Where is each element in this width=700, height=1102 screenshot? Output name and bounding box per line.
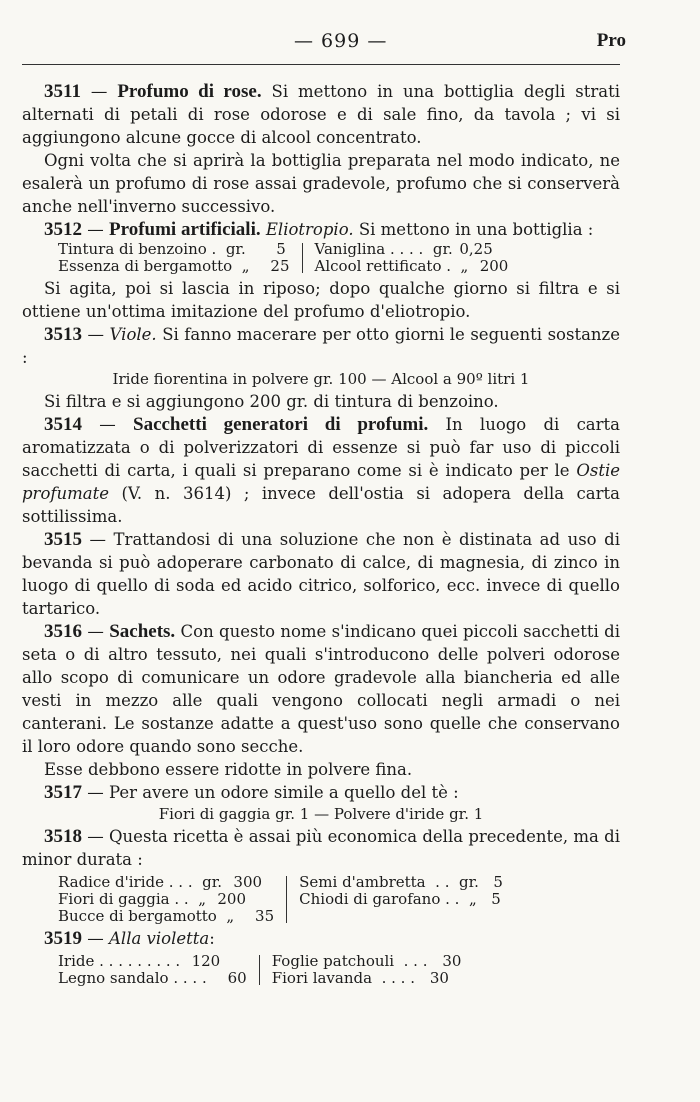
ingredient-qty: 120 xyxy=(191,952,221,970)
dash: — xyxy=(82,415,133,434)
ingredient-row xyxy=(299,891,503,908)
ingredient-name: Chiodi di garofano . . „ xyxy=(299,890,477,908)
recipe-text: Si mettono in una bottiglia : xyxy=(353,220,594,239)
ingredient-name: Essenza di bergamotto „ xyxy=(58,257,250,275)
ingredients-left xyxy=(58,874,274,925)
ingredient-name: Fiori lavanda . . . . xyxy=(271,969,415,987)
ingredient-name: Tintura di benzoino . gr. xyxy=(58,240,246,258)
dash: — xyxy=(82,622,110,641)
ingredient-qty: 5 xyxy=(276,240,286,258)
recipe-number: 3511 xyxy=(44,81,81,102)
recipe-3516 xyxy=(22,620,620,758)
ingredients-table-3512 xyxy=(58,241,620,275)
ingredient-row xyxy=(272,970,462,987)
ingredient-qty: 200 xyxy=(217,890,247,908)
ingredient-row xyxy=(58,874,274,891)
ingredient-qty: 200 xyxy=(479,257,509,275)
recipe-text: Si mettono in una bottiglia degli strati alternati di petali di rose odorose e di sale fino, da tavola ; vi si aggiungono alcune gocce di alcool concentrato. xyxy=(22,82,620,147)
ingredient-name: Legno sandalo . . . . xyxy=(58,969,207,987)
recipe-title: Alla violetta xyxy=(109,929,210,948)
recipe-3519 xyxy=(22,927,620,950)
recipe-text: Questa ricetta è assai più economica della precedente, ma di minor durata : xyxy=(22,827,620,869)
ingredient-row xyxy=(58,953,247,970)
ingredient-row xyxy=(58,891,274,908)
ingredient-qty: 5 xyxy=(493,873,503,891)
ingredients-left xyxy=(58,953,247,987)
ingredient-qty: 60 xyxy=(227,969,247,987)
ingredient-qty: 5 xyxy=(491,890,501,908)
recipe-3516-paragraph: Esse debbono essere ridotte in polvere fina. xyxy=(44,760,413,779)
recipe-number: 3513 xyxy=(44,324,82,345)
recipe-title: Sachets. xyxy=(109,621,176,642)
ingredients-right xyxy=(315,241,509,275)
recipe-title: Profumo di rose. xyxy=(117,81,262,102)
ingredients-line-3513: Iride fiorentina in polvere gr. 100 — Alcool a 90º litri 1 xyxy=(112,370,530,388)
ingredients-right xyxy=(272,953,462,987)
ingredient-row xyxy=(272,953,462,970)
recipe-3513-paragraph: Si filtra e si aggiungono 200 gr. di tintura di benzoino. xyxy=(44,392,499,411)
ingredient-name: Foglie patchouli . . . xyxy=(271,952,428,970)
recipe-title: Viole. xyxy=(109,325,157,344)
recipe-text: In luogo di carta aromatizzata o di polverizzatori di essenze si può far uso di piccoli sacchetti di carta, i quali si preparano come si è indicato per le xyxy=(22,415,621,480)
page-number: — 699 — xyxy=(294,30,388,52)
recipe-3517 xyxy=(22,781,620,804)
recipe-title: Sacchetti generatori di profumi. xyxy=(133,414,429,435)
recipe-subtitle: Eliotropio. xyxy=(260,220,354,239)
recipe-3512 xyxy=(22,218,620,241)
recipe-text: Trattandosi di una soluzione che non è distinata ad uso di bevanda si può adoperare carbonato di calce, di magnesia, di zinco in luogo di quello di soda ed acido citrico, solforico, ecc. invece di quello tartarico. xyxy=(22,530,620,618)
ingredient-row xyxy=(58,258,290,275)
ingredient-row xyxy=(299,874,503,891)
ingredient-qty: 30 xyxy=(442,952,462,970)
recipe-3512-paragraph: Si agita, poi si lascia in riposo; dopo qualche giorno si filtra e si ottiene un'ottima imitazione del profumo d'eliotropio. xyxy=(22,279,620,321)
column-separator xyxy=(286,876,287,923)
ingredient-qty: 25 xyxy=(270,257,290,275)
ingredients-line-3517: Fiori di gaggia gr. 1 — Polvere d'iride gr. 1 xyxy=(158,805,484,823)
recipe-title: Profumi artificiali. xyxy=(109,219,261,240)
recipe-text-cont: (V. n. 3614) ; invece dell'ostia si adopera della carta sottilissima. xyxy=(22,484,620,526)
ingredients-left xyxy=(58,241,290,275)
column-separator xyxy=(259,955,260,985)
ingredient-qty: 0,25 xyxy=(459,240,493,258)
ingredient-name: Vaniglina . . . . gr. xyxy=(314,240,453,258)
ingredient-row xyxy=(58,970,247,987)
ingredients-table-3519 xyxy=(58,953,620,987)
dash: — xyxy=(82,325,110,344)
dash: — xyxy=(80,82,118,101)
running-head: Pro xyxy=(596,30,626,51)
dash: — xyxy=(82,827,110,846)
ingredient-row xyxy=(58,908,274,925)
ingredient-row xyxy=(315,258,509,275)
recipe-number: 3512 xyxy=(44,219,82,240)
ingredient-name: Semi d'ambretta . . gr. xyxy=(299,873,479,891)
dash: — xyxy=(82,929,109,948)
recipe-3513 xyxy=(22,323,620,369)
recipe-text: Per avere un odore simile a quello del tè : xyxy=(109,783,459,802)
recipe-text: Si fanno macerare per otto giorni le seguenti sostanze : xyxy=(22,325,620,367)
ingredient-qty: 300 xyxy=(233,873,263,891)
ingredient-row xyxy=(315,241,509,258)
recipe-colon: : xyxy=(209,929,215,948)
recipe-3515 xyxy=(22,528,620,620)
recipe-3518 xyxy=(22,825,620,871)
dash: — xyxy=(82,530,114,549)
header-rule xyxy=(22,64,620,65)
recipe-number: 3516 xyxy=(44,621,82,642)
recipe-number: 3515 xyxy=(44,529,82,550)
ingredient-qty: 30 xyxy=(429,969,449,987)
recipe-text: Con questo nome s'indicano quei piccoli sacchetti di seta o di altro tessuto, nei quali s'introducono delle polveri odorose allo scopo di comunicare un odore gradevole alla biancheria ed alle vesti in mezzo alle quali vengono collocati negli armadi o nei canterani. Le sostanze adatte a quest'uso sono quelle che conservano il loro odore quando sono secche. xyxy=(22,622,620,756)
ingredients-right xyxy=(299,874,503,925)
ingredient-name: Alcool rettificato . „ xyxy=(314,257,469,275)
dash: — xyxy=(82,220,109,239)
ingredient-name: Radice d'iride . . . gr. xyxy=(58,873,223,891)
cross-reference: Ostie profumate xyxy=(22,461,620,503)
page-content xyxy=(22,80,620,989)
book-page xyxy=(22,28,626,987)
recipe-number: 3518 xyxy=(44,826,82,847)
ingredients-table-3518 xyxy=(58,874,620,925)
recipe-number: 3517 xyxy=(44,782,82,803)
ingredient-name: Bucce di bergamotto „ xyxy=(58,907,235,925)
recipe-3511 xyxy=(22,80,620,149)
page-header xyxy=(22,28,626,62)
ingredient-name: Iride . . . . . . . . . xyxy=(58,952,181,970)
recipe-number: 3514 xyxy=(44,414,82,435)
column-separator xyxy=(302,243,303,273)
ingredient-name: Fiori di gaggia . . „ xyxy=(58,890,207,908)
recipe-3511-paragraph: Ogni volta che si aprirà la bottiglia preparata nel modo indicato, ne esalerà un profumo di rose assai gradevole, profumo che si conserverà anche nell'inverno successivo. xyxy=(22,151,620,216)
dash: — xyxy=(82,783,109,802)
recipe-number: 3519 xyxy=(44,928,82,949)
ingredient-row xyxy=(58,241,290,258)
recipe-3514 xyxy=(22,413,620,528)
ingredient-qty: 35 xyxy=(255,907,275,925)
